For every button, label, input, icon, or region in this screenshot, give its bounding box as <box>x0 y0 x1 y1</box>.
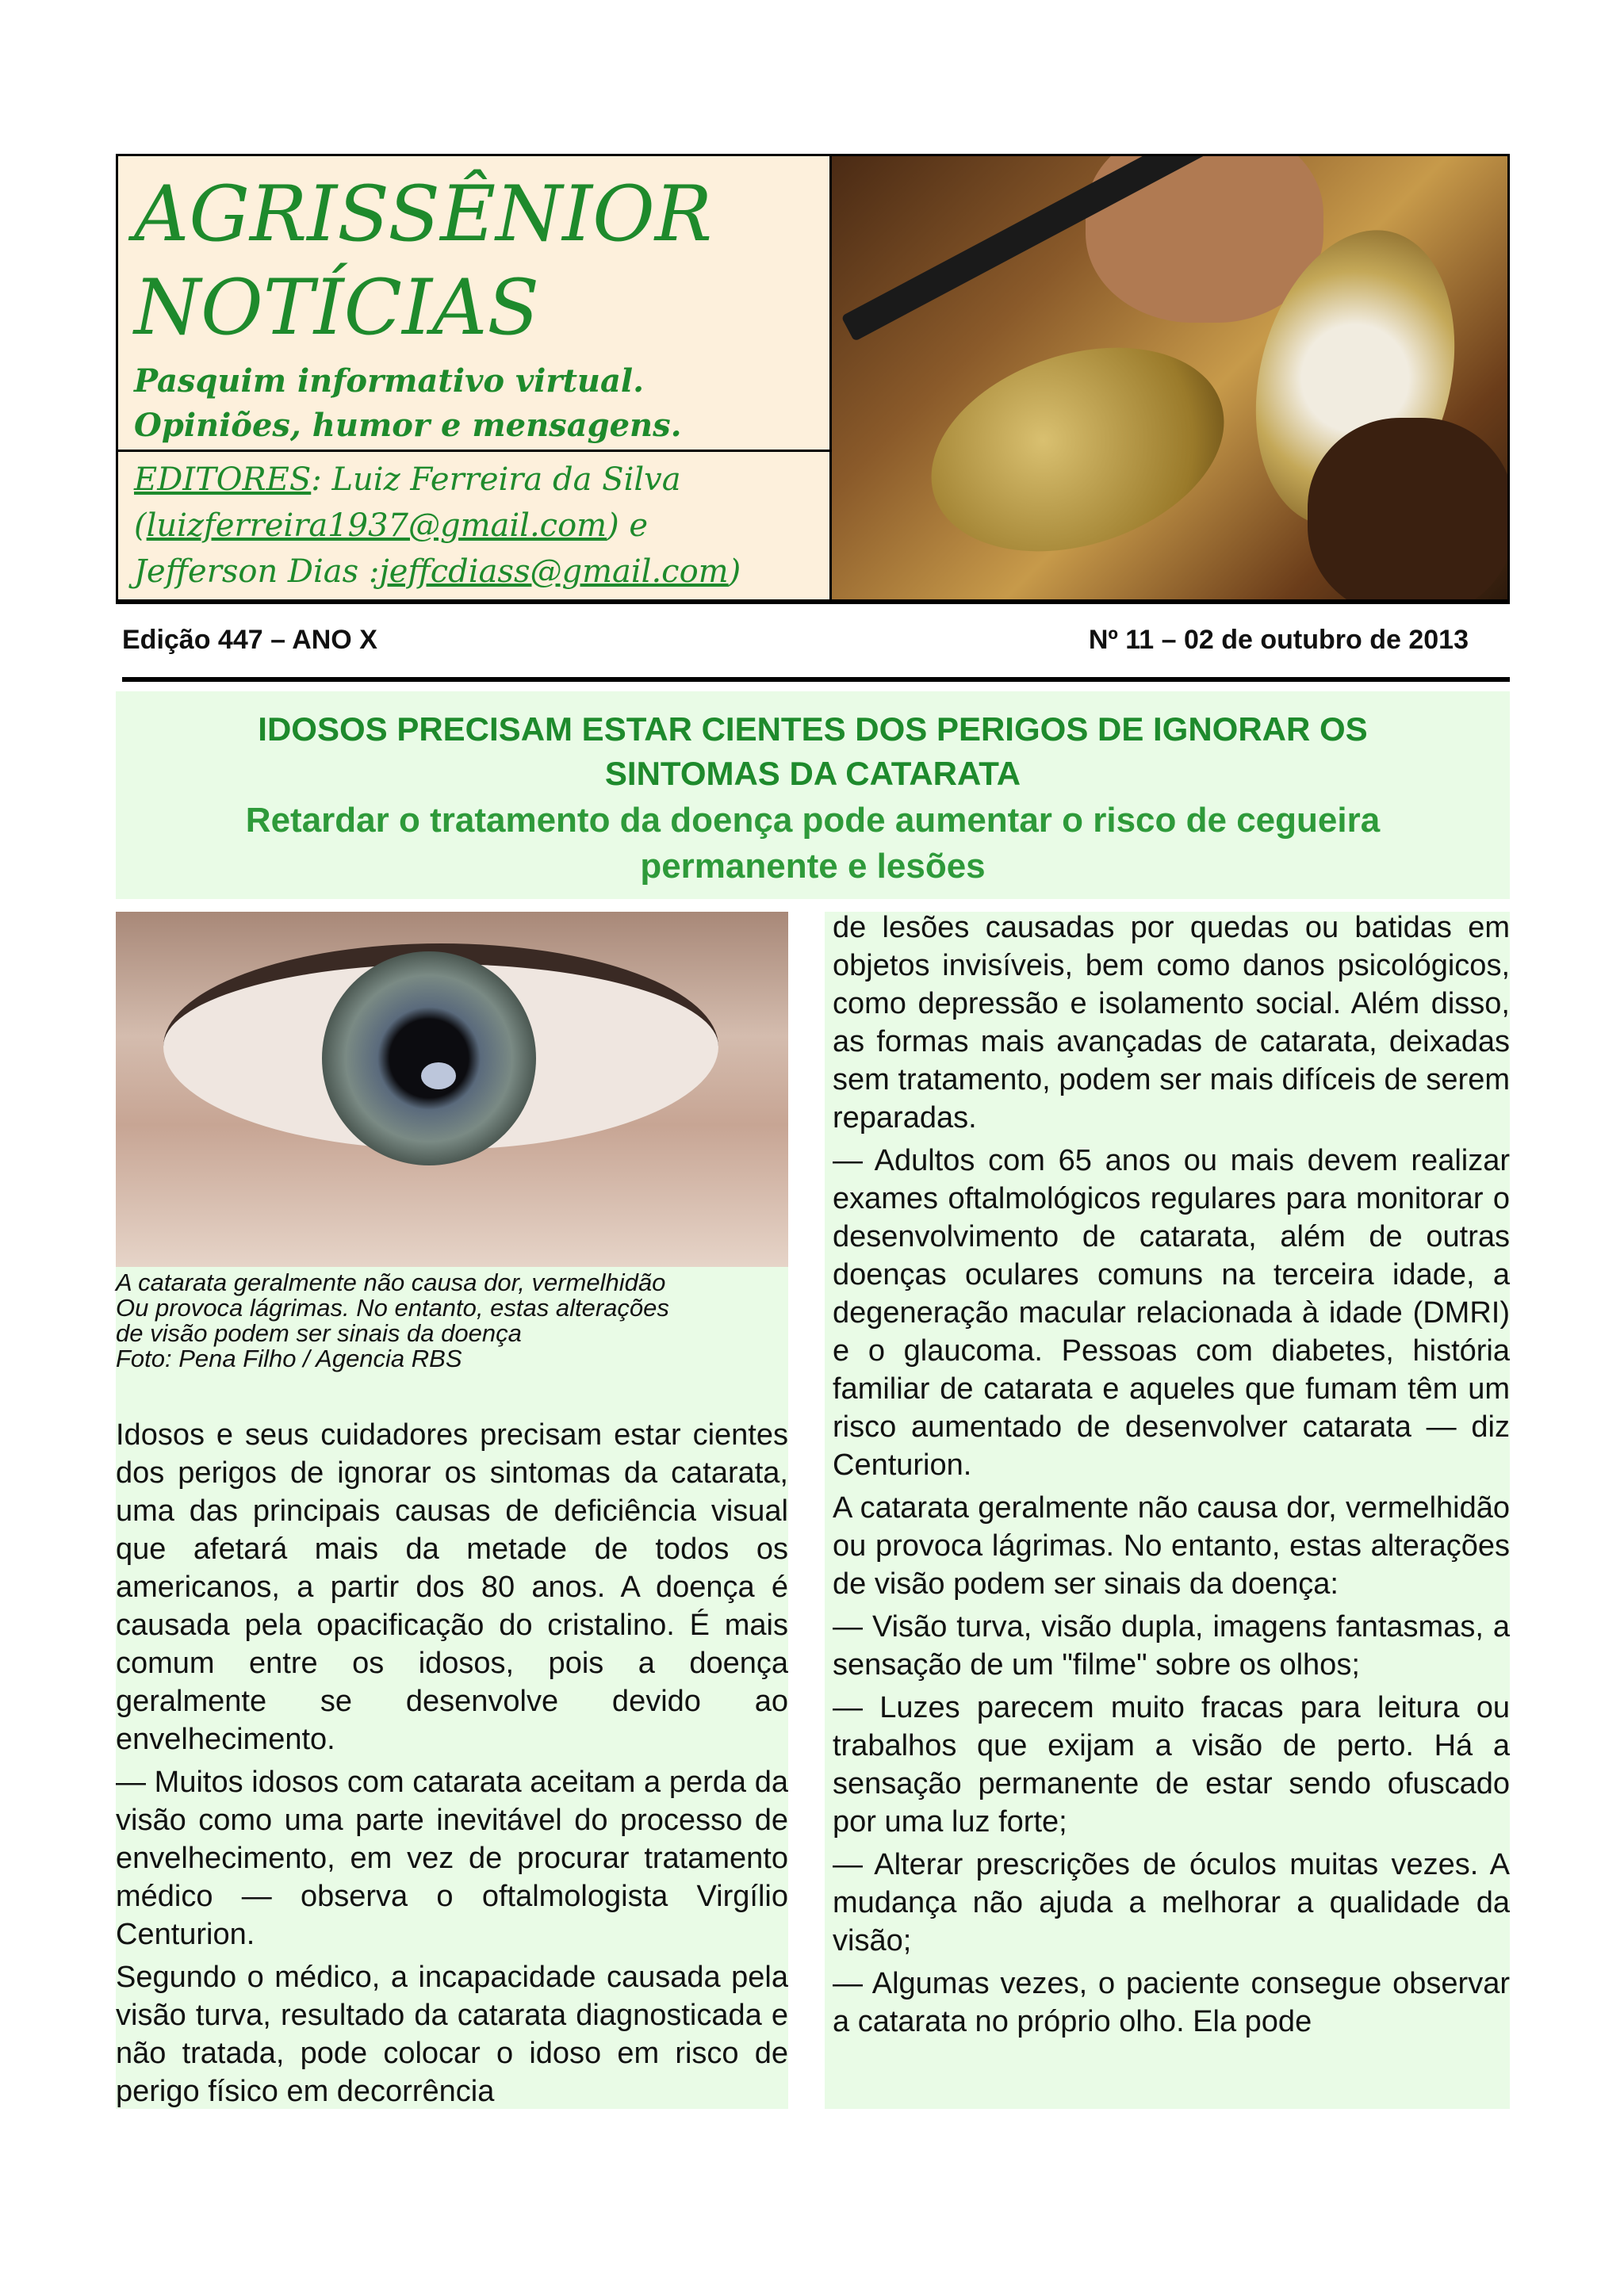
editors-line-2 <box>134 503 814 549</box>
caption-line-3: de visão podem ser sinais da doença <box>116 1319 522 1347</box>
editors-block <box>118 450 829 600</box>
paren-open: ( <box>134 507 147 544</box>
eye-glint-shape <box>421 1062 456 1089</box>
article-headline <box>116 691 1510 899</box>
paragraph: de lesões causadas por quedas ou batidas em objetos invisíveis, bem como danos psicológicos, como depressão e isolamento social. Além disso, as formas mais avançadas de catarata, deixadas sem tratamento, podem ser mais difíceis de serem reparadas. <box>833 911 1510 1135</box>
editor-email-1[interactable]: luizferreira1937@gmail.com <box>146 507 607 544</box>
masthead <box>116 154 1510 603</box>
paragraph: — Algumas vezes, o paciente consegue observar a catarata no próprio olho. Ela pode <box>833 1967 1510 2038</box>
caption-credit: Foto: Pena Filho / Agencia RBS <box>116 1345 462 1372</box>
paragraph: — Alterar prescrições de óculos muitas vezes. A mudança não ajuda a melhorar a qualidade da visão; <box>833 1848 1510 1957</box>
article-column-left <box>116 912 788 2109</box>
cacao-pod-photo <box>832 156 1507 600</box>
editors-name-2: Jefferson Dias : <box>134 553 380 590</box>
paragraph: — Adultos com 65 anos ou mais devem realizar exames oftalmológicos regulares para monitorar o desenvolvimento de catarata, além de outras doenças oculares comuns na terceira idade, a degeneração macular relacionada à idade (DMRI) e o glaucoma. Pessoas com diabetes, história familiar de catarata e aqueles que fumam têm um risco aumentado de desenvolver catarata — diz Centurion. <box>833 1144 1510 1482</box>
headline-sub-line-1: Retardar o tratamento da doença pode aumentar o risco de cegueira <box>245 801 1381 840</box>
headline-sub-line-2: permanente e lesões <box>640 847 986 886</box>
paragraph: — Luzes parecem muito fracas para leitura ou trabalhos que exijam a visão de perto. Há a sensação permanente de estar sendo ofuscado por uma luz forte; <box>833 1691 1510 1839</box>
editors-line-1 <box>134 457 814 503</box>
hand-shape-dark <box>1308 418 1507 600</box>
paragraph: A catarata geralmente não causa dor, vermelhidão ou provoca lágrimas. No entanto, estas alterações de visão podem ser sinais da doença: <box>833 1491 1510 1601</box>
masthead-text-panel <box>118 156 832 600</box>
subtitle-line-1: Pasquim informativo virtual. <box>134 362 645 400</box>
edition-number: Edição 447 – ANO X <box>122 625 377 655</box>
editors-line-3-suffix: ) <box>728 553 741 590</box>
headline-line-1: IDOSOS PRECISAM ESTAR CIENTES DOS PERIGOS DE IGNORAR OS <box>258 710 1368 748</box>
issue-date: Nº 11 – 02 de outubro de 2013 <box>1088 625 1469 655</box>
editors-label: EDITORES <box>134 461 312 498</box>
headline-title <box>116 707 1510 796</box>
iris-shape <box>322 951 536 1165</box>
newsletter-subtitle <box>134 359 816 448</box>
headline-subtitle <box>116 798 1510 890</box>
subtitle-line-2: Opiniões, humor e mensagens. <box>134 407 682 444</box>
eye-photo <box>116 912 788 1267</box>
right-body-text <box>833 909 1510 2045</box>
edition-rule <box>122 677 1510 682</box>
headline-line-2: SINTOMAS DA CATARATA <box>604 755 1021 792</box>
article-column-right <box>825 912 1510 2109</box>
paragraph: Segundo o médico, a incapacidade causada pela visão turva, resultado da catarata diagnosticada e não tratada, pode colocar o idoso em risco de perigo físico em decorrência <box>116 1961 788 2108</box>
caption-line-2: Ou provoca lágrimas. No entanto, estas alterações <box>116 1294 669 1322</box>
editors-line-3 <box>134 549 814 595</box>
newsletter-title <box>134 167 816 354</box>
editor-email-2[interactable]: jeffcdiass@gmail.com <box>379 553 729 590</box>
photo-caption <box>116 1270 788 1372</box>
paragraph: — Muitos idosos com catarata aceitam a perda da visão como uma parte inevitável do processo de envelhecimento, em vez de procurar tratamento médico — observa o oftalmologista Virgílio Centurion. <box>116 1766 788 1951</box>
cacao-pod-shape <box>905 312 1251 587</box>
left-body-text <box>116 1416 788 2115</box>
caption-line-1: A catarata geralmente não causa dor, vermelhidão <box>116 1269 666 1296</box>
title-line-1: AGRISSÊNIOR <box>134 170 713 258</box>
edition-bar <box>122 603 1510 682</box>
paragraph: Idosos e seus cuidadores precisam estar cientes dos perigos de ignorar os sintomas da catarata, uma das principais causas de deficiência visual que afetará mais da metade de todos os americanos, a partir dos 80 anos. A doença é causada pela opacificação do cristalino. É mais comum entre os idosos, pois a doença geralmente se desenvolve devido ao envelhecimento. <box>116 1418 788 1756</box>
title-line-2: NOTÍCIAS <box>134 263 540 352</box>
paragraph: — Visão turva, visão dupla, imagens fantasmas, a sensação de um "filme" sobre os olhos; <box>833 1610 1510 1682</box>
editors-name-1: : Luiz Ferreira da Silva <box>311 461 681 498</box>
editors-line-2-rest: ) e <box>607 507 649 544</box>
